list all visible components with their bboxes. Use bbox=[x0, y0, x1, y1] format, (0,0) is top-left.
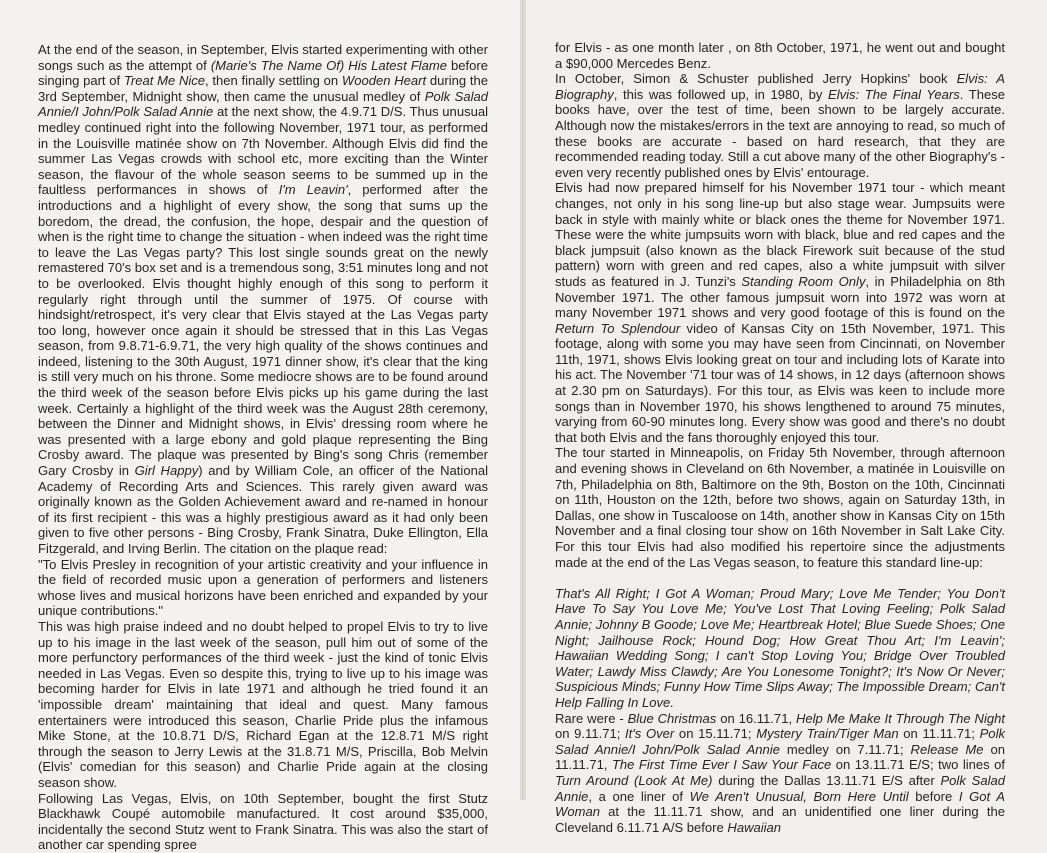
paragraph bbox=[555, 180, 1005, 445]
italic-title-text: I'm Leavin' bbox=[278, 182, 348, 198]
body-text: before bbox=[908, 788, 959, 804]
italic-title-text: We Aren't Unusual, Born Here Until bbox=[689, 788, 909, 804]
paragraph bbox=[555, 40, 1005, 71]
body-text: before singing part of bbox=[38, 57, 488, 89]
body-text: on 9.11.71; bbox=[555, 726, 626, 742]
italic-title-text: (Marie's The Name Of) His Latest Flame bbox=[210, 57, 447, 73]
body-text: This was high praise indeed and no doubt helped to propel Elvis to try to live up to his image in the last week of the season, pull him out of some of the more perfunctory performances of the third week - just the kind of tonic Elvis needed in Las Vegas. Even so despite this, trying to live up to his image was becoming harder for Elvis in late 1971 and although he tried found it an 'impossible dream' maintaining that ideal and quest. Many famous entertainers were introduced this season, Charlie Pride plus the infamous Mike Stone, at the 10.8.71 D/S, Richard Egan at the 12.8.71 M/S right through the season to Jerry Lewis at the 31.8.71 M/S, Priscilla, Bob Melvin (Elvis' comedian for this season) and Charlie Pride again at the closing season show. bbox=[38, 618, 488, 790]
body-text: on 15.11.71; bbox=[674, 726, 757, 742]
paragraph bbox=[38, 619, 488, 791]
italic-title-text: Treat Me Nice bbox=[123, 73, 206, 89]
italic-title-text: Standing Room Only bbox=[741, 273, 866, 289]
italic-title-text: Polk Salad Annie/I John/Polk Salad Annie bbox=[38, 88, 488, 120]
body-text: The tour started in Minneapolis, on Friday 5th November, through afternoon and evening shows in Cleveland on 6th November, a matinée in Louisville on 7th, Philadelphia on 8th, Baltimore on the 9th, Boston on the 10th, Cincinnati on 11th, Houston on the 12th, before two shows, again on Saturday 13th, in Dallas, one show in Tuscaloose on 14th, another show in Kansas City on 15th November and a final closing tour show on 16th November in Salt Lake City. For this tour Elvis had also modified his repertoire since the adjustments made at the end of the Las Vegas season, to feature this standard line-up: bbox=[555, 445, 1005, 570]
body-text: during the Dallas 13.11.71 E/S after bbox=[712, 772, 941, 788]
body-text: for Elvis - as one month later , on 8th October, 1971, he went out and bought a $90,000 Mercedes Benz. bbox=[555, 40, 1005, 71]
paragraph bbox=[555, 445, 1005, 570]
left-page-text-column bbox=[38, 42, 488, 853]
italic-title-text: Help Me Make It Through The Night bbox=[795, 710, 1005, 726]
italic-title-text: Release Me bbox=[910, 741, 984, 757]
paragraph bbox=[38, 42, 488, 557]
body-text: Elvis had now prepared himself for his November 1971 tour - which meant changes, not only in his song line-up but also stage wear. Jumpsuits were back in style with mainly white or black ones the theme for November 1971. These were the white jumpsuits worn with black, blue and red capes and the black jumpsuit (also known as the black Firework suit because of the stud pattern) worn with green and red capes, also a white jumpsuit with silver studs as featured in J. Tunzi's bbox=[555, 180, 1005, 289]
body-text: during the 3rd September, Midnight show, then came the unusual medley of bbox=[38, 73, 488, 104]
body-text: At the end of the season, in September, Elvis started experimenting with other songs such as the attempt of bbox=[38, 42, 488, 73]
body-text: on 11.11.71; bbox=[898, 726, 980, 742]
body-text: , a one liner of bbox=[588, 788, 690, 804]
book-gutter bbox=[520, 0, 526, 800]
body-text: , performed after the introductions and a highlight of every show, the song that sums up the boredom, the dread, the confusion, the hope, despair and the question of when is the right time to change the situation - when indeed was the right time to leave the Las Vegas party? This lost single sounds great on the newly remastered 70's box set and is a tremendous song, 3:51 minutes long and not to be overlooked. Elvis thought highly enough of this song to perform it regularly right through until the summer of 1975. Of course with hindsight/retrospect, it's very clear that Elvis stayed at the Las Vegas party too long, however once again it should be stressed that in this Las Vegas season, from 9.8.71-6.9.71, the very high quality of the shows continues and indeed, listening to the 30th August, 1971 dinner show, it's clear that the king is still very much on his throne. Some mediocre shows are to be found around the third week of the season before Elvis picks up his game during the last week. Certainly a highlight of the third week was the August 28th ceremony, between the Dinner and Midnight shows, in Elvis' dressing room where he was presented with a large ebony and gold plaque representing the Bing Crosby award. The plaque was presented by Bing's song Chris (remember Gary Crosby in bbox=[38, 182, 488, 479]
italic-title-text: It's Over bbox=[625, 726, 675, 742]
italic-title-text: Hawaiian bbox=[727, 819, 782, 835]
italic-title-text: Girl Happy bbox=[134, 463, 199, 479]
italic-title-text: Blue Christmas bbox=[627, 710, 717, 726]
body-text: Rare were - bbox=[555, 710, 628, 726]
body-text: on 16.11.71, bbox=[716, 710, 796, 726]
paragraph bbox=[555, 586, 1005, 711]
body-text: video of Kansas City on 15th November, 1971. This footage, along with some you may have seen from Cincinnati, on November 11th, 1971, shows Elvis looking great on tour and including lots of Karate into his act. The November '71 tour was of 14 shows, in 12 days (afternoon shows at 2.30 pm on Saturdays). For this tour, as Elvis was keen to include more songs than in November 1970, his shows lengthened to around 75 minutes, varying from 60-90 minutes long. Every show was good and there's no doubt that both Elvis and the fans thoroughly enjoyed this tour. bbox=[555, 320, 1006, 445]
paragraph bbox=[555, 71, 1005, 180]
body-text: , this was followed up, in 1980, by bbox=[613, 86, 829, 102]
paragraph bbox=[555, 711, 1005, 836]
body-text: , then finally settling on bbox=[205, 73, 342, 89]
body-text: Following Las Vegas, Elvis, on 10th September, bought the first Stutz Blackhawk Coupé automobile manufactured. It cost around $35,000, incidentally the second Stutz went to Frank Sinatra. This was also the start of another car spending spree bbox=[38, 790, 488, 853]
right-page-text-column bbox=[555, 40, 1005, 835]
body-text: ) and by William Cole, an officer of the National Academy of Recording Arts and Sciences. This rarely given award was originally known as the Golden Achievement award and re-named in honour of its first recipient - this was a highly prestigious award as it had only been given to five other persons - Bing Crosby, Frank Sinatra, Duke Ellington, Ella Fitzgerald, and Irving Berlin. The citation on the plaque read: bbox=[38, 463, 488, 556]
italic-title-text: Return To Splendour bbox=[555, 320, 681, 336]
italic-title-text: Polk Salad Annie bbox=[555, 772, 1005, 804]
italic-title-text: Elvis: The Final Years bbox=[828, 86, 960, 102]
body-text: at the 11.11.71 show, and an unidentified one liner during the Cleveland 6.11.71 A/S before bbox=[555, 804, 1005, 835]
paragraph bbox=[38, 557, 488, 619]
italic-title-text: I Got A Woman bbox=[555, 788, 1006, 820]
body-text: on 13.11.71 E/S; two lines of bbox=[831, 757, 1005, 773]
italic-title-text: Mystery Train/Tiger Man bbox=[756, 726, 899, 742]
body-text: on 11.11.71, bbox=[555, 741, 1005, 773]
body-text: "To Elvis Presley in recognition of your artistic creativity and your influence in the field of recorded music upon a generation of performers and listeners whose lives and musical horizons have been enriched and expanded by your unique contributions." bbox=[38, 556, 488, 619]
body-text: , in Philadelphia on 8th November 1971. The other famous jumpsuit worn into 1972 was worn at many November 1971 shows and very good footage of this is found on the bbox=[555, 273, 1005, 321]
italic-title-text: Polk Salad Annie/I John/Polk Salad Annie bbox=[555, 726, 1005, 757]
italic-title-text: Wooden Heart bbox=[341, 73, 427, 89]
body-text: at the next show, the 4.9.71 D/S. Thus unusual medley continued right into the following November, 1971 tour, as performed in the Louisville matinée show on 7th November. Although Elvis did find the summer Las Vegas crowds with school etc, more exciting than the Winter season, the flavour of the whole season seems to be summed up in the faultless performances in shows of bbox=[38, 104, 489, 198]
italic-title-text: Elvis: A Biography bbox=[555, 71, 1005, 102]
body-text: . These books have, over the test of time, been shown to be largely accurate. Although now the mistakes/errors in the text are annoying to read, so much of these books are accurate - based on hard research, that they are recommended reading today. Still a cut above many of the other Biography's - even very recently published ones by Elvis' entourage. bbox=[555, 86, 1005, 180]
italic-title-text: That's All Right; I Got A Woman; Proud Mary; Love Me Tender; You Don't Have To Say You Love Me; You've Lost That Loving Feeling; Polk Salad Annie; Johnny B Goode; Love Me; Heartbreak Hotel; Blue Suede Shoes; One Night; Jailhouse Rock; Hound Dog; How Great Thou Art; I'm Leavin'; Hawaiian Wedding Song; I can't Stop Loving You; Bridge Over Troubled Water; Lawdy Miss Clawdy; Are You Lonesome Tonight?; It's Now Or Never; Suspicious Minds; Funny How Time Slips Away; The Impossible Dream; Can't Help Falling In Love. bbox=[555, 585, 1005, 710]
italic-title-text: The First Time Ever I Saw Your Face bbox=[611, 757, 832, 773]
body-text: In October, Simon & Schuster published Jerry Hopkins' book bbox=[555, 71, 957, 87]
body-text: medley on 7.11.71; bbox=[779, 741, 911, 757]
italic-title-text: Turn Around (Look At Me) bbox=[555, 772, 713, 788]
